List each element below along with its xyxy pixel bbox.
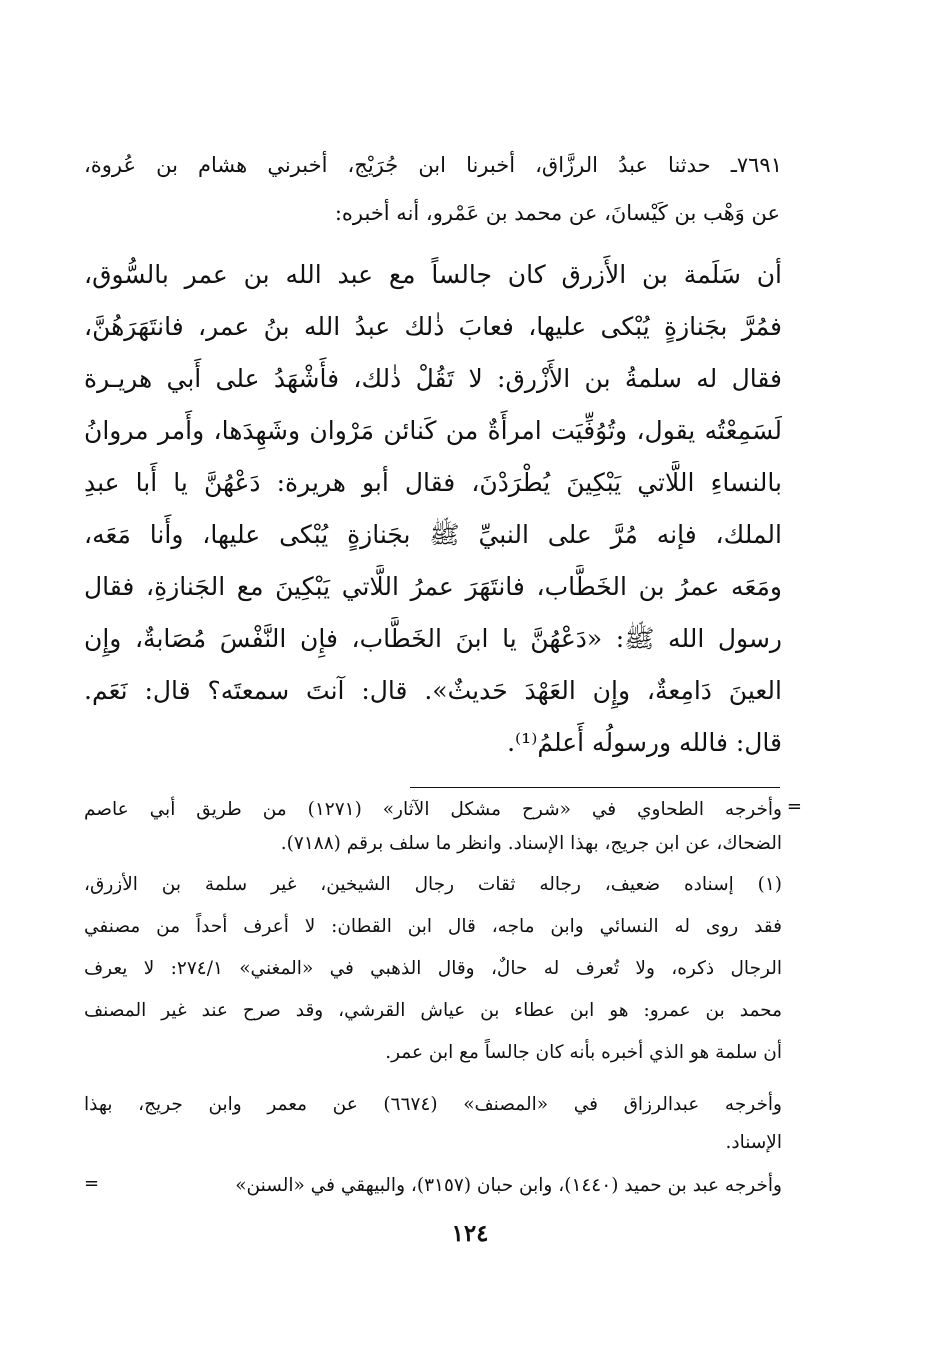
footnote-separator bbox=[410, 787, 780, 788]
continued-marker: = bbox=[786, 796, 802, 817]
hadith-line-2: فمُرَّ بجَنازةٍ يُبْكى عليها، فعابَ ذٰلك عبدُ الله بنُ عمر، فانتَهَرَهُنَّ، bbox=[84, 312, 782, 341]
footnote-1-line-5: أن سلمة هو الذي أخبره بأنه كان جالساً مع ابن عمر. bbox=[385, 1042, 782, 1063]
hadith-line-3: فقال له سلمةُ بن الأَزْرق: لا تَقُلْ ذٰلك، فأَشْهَدُ على أَبي هريـرة bbox=[84, 364, 782, 393]
footnote-1-line-3: الرجال ذكره، ولا تُعرف له حالٌ، وقال الذهبي في «المغني» ٢٧٤/١: لا يعرف bbox=[84, 958, 782, 979]
isnad-line-2: عن وَهْب بن كَيْسانَ، عن محمد بن عَمْرو، أنه أخبره: bbox=[334, 201, 780, 225]
footnote-2-line-2: الإسناد. bbox=[725, 1132, 782, 1153]
footnote-carry-line-1: وأخرجه الطحاوي في «شرح مشكل الآثار» (١٢٧١) من طريق أبي عاصم bbox=[84, 799, 782, 820]
footnote-2-line-1: وأخرجه عبدالرزاق في «المصنف» (٦٦٧٤) عن معمر وابن جريج، بهذا bbox=[84, 1094, 782, 1115]
hadith-line-1: أن سَلَمة بن الأَزرق كان جالساً مع عبد الله بن عمر بالسُّوق، bbox=[84, 260, 782, 289]
hadith-line-8: رسول الله ﷺ: «دَعْهُنَّ يا ابنَ الخَطَّاب، فإِن النَّفْسَ مُصَابةٌ، وإِن bbox=[84, 624, 782, 653]
page-number: ١٢٤ bbox=[451, 1220, 489, 1247]
hadith-line-10: قال: فالله ورسولُه أَعلمُ⁽¹⁾. bbox=[507, 728, 782, 757]
footnote-1-line-1: (١) إسناده ضعيف، رجاله ثقات رجال الشيخين، غير سلمة بن الأزرق، bbox=[84, 874, 782, 895]
hadith-line-5: بالنساءِ اللَّاتي يَبْكِينَ يُطْرَدْنَ، فقال أبو هريرة: دَعْهُنَّ يا أَبا عبدِ bbox=[84, 468, 782, 497]
footnote-carry-line-2: الضحاك، عن ابن جريج، بهذا الإسناد. وانظر ما سلف برقم (٧١٨٨). bbox=[280, 833, 782, 854]
hadith-line-4: لَسَمِعْتُه يقول، وتُوُفِّيَت امرأَةٌ من كَنائن مَرْوان وشَهِدَها، وأَمر مروانُ bbox=[84, 416, 782, 445]
hadith-line-9: العينَ دَامِعةٌ، وإِن العَهْدَ حَديثٌ». قال: آنتَ سمعتَه؟ قال: نَعَم. bbox=[84, 676, 782, 705]
isnad-line-1: ٧٦٩١ـ حدثنا عبدُ الرزَّاق، أخبرنا ابن جُرَيْج، أخبرني هشام بن عُروة، bbox=[84, 153, 782, 177]
hadith-line-6: الملك، فإنه مُرَّ على النبيِّ ﷺ بجَنازةٍ يُبْكى عليها، وأَنا مَعَه، bbox=[84, 520, 782, 549]
footnote-1-line-4: محمد بن عمرو: هو ابن عطاء بن عياش القرشي، وقد صرح عند غير المصنف bbox=[84, 1000, 782, 1021]
hadith-line-7: ومَعَه عمرُ بن الخَطَّاب، فانتَهَرَ عمرُ اللَّاتي يَبْكِينَ مع الجَنازةِ، فقال bbox=[84, 572, 782, 601]
footnote-3-line-1: وأخرجه عبد بن حميد (١٤٤٠)، وابن حبان (٣١٥٧)، والبيهقي في «السنن» bbox=[235, 1175, 782, 1196]
continues-marker: = bbox=[84, 1173, 100, 1194]
footnote-1-line-2: فقد روى له النسائي وابن ماجه، قال ابن القطان: لا أعرف أحداً من مصنفي bbox=[84, 916, 782, 937]
